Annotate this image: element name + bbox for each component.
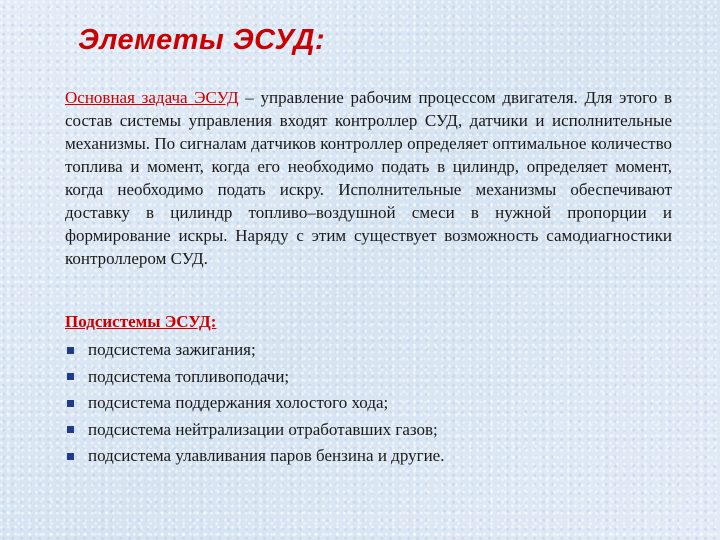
subsystems-heading: Подсистемы ЭСУД:	[65, 312, 217, 331]
slide-title: Элеметы ЭСУД:	[78, 24, 326, 56]
square-bullet-icon	[67, 426, 74, 433]
square-bullet-icon	[67, 453, 74, 460]
square-bullet-icon	[67, 373, 74, 380]
list-item-text: подсистема нейтрализации отработавших газов;	[88, 419, 438, 439]
list-item-text: подсистема поддержания холостого хода;	[88, 393, 389, 412]
subsystems-list	[65, 337, 444, 470]
list-item	[65, 364, 444, 391]
intro-lead: Основная задача ЭСУД	[65, 88, 239, 107]
intro-body: – управление рабочим процессом двигателя. Для этого в состав системы управления входят контроллер СУД, датчики и исполнительные механизмы. По сигналам датчиков контроллер определяет оптимальное количество топлива и момент, когда его необходимо подать в цилиндр, определяет момент, когда необходимо подать искру. Исполнительные механизмы обеспечивают доставку в цилиндр топливо–воздушной смеси в нужной пропорции и формирование искры. Наряду с этим существует возможность самодиагностики контроллером СУД.	[65, 88, 673, 268]
square-bullet-icon	[67, 400, 74, 407]
list-item	[65, 390, 444, 417]
square-bullet-icon	[67, 347, 74, 354]
list-item	[65, 417, 444, 444]
list-item	[65, 443, 444, 470]
intro-paragraph	[65, 86, 672, 270]
list-item	[65, 337, 444, 364]
list-item-text: подсистема улавливания паров бензина и другие.	[88, 446, 445, 465]
list-item-text: подсистема топливоподачи;	[88, 366, 290, 386]
list-item-text: подсистема зажигания;	[88, 340, 256, 359]
